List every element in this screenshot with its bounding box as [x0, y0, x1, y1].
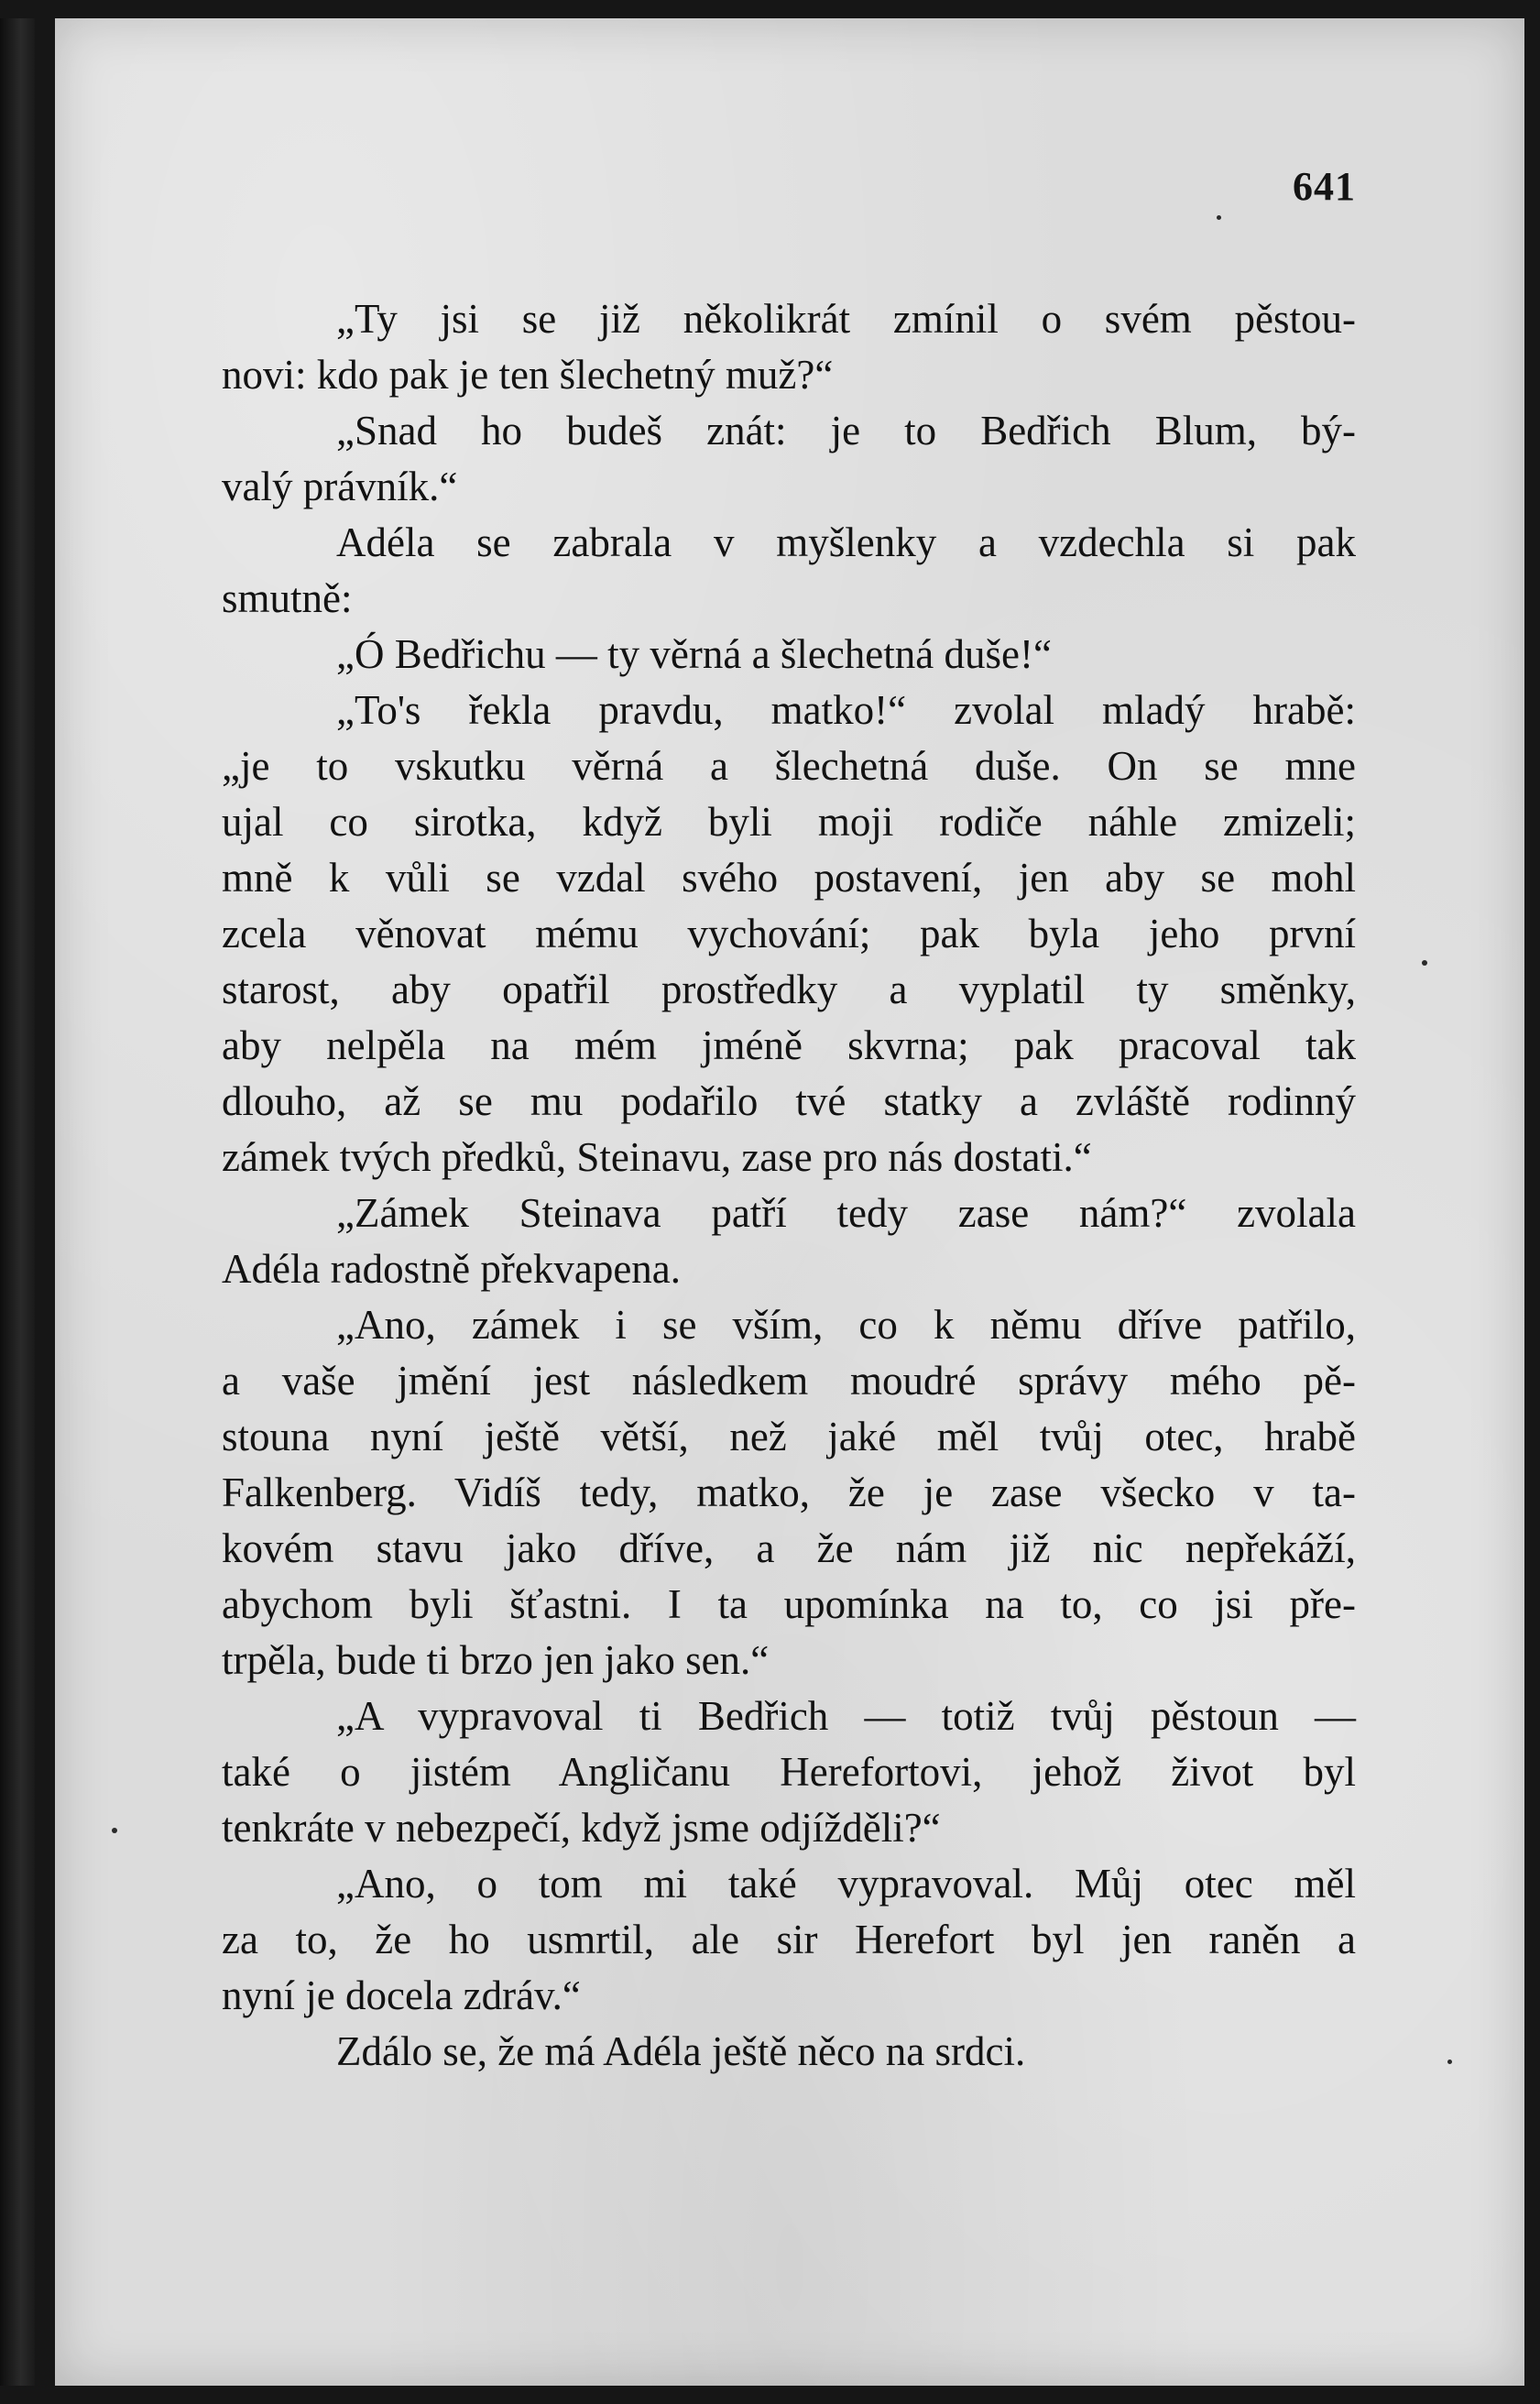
text-line: „Zámek Steinava patří tedy zase nám?“ zvolala: [336, 1190, 1356, 1236]
text-line: za to, že ho usmrtil, ale sir Herefort byl jen raněn a: [222, 1917, 1356, 1962]
book-gutter: [0, 18, 35, 2386]
text-line: novi: kdo pak je ten šlechetný muž?“: [222, 352, 834, 398]
text-line: zcela věnovat mému vychování; pak byla jeho první: [222, 911, 1356, 956]
text-line: „Ty jsi se již několikrát zmínil o svém pěstou-: [336, 296, 1356, 342]
text-line: „Snad ho budeš znát: je to Bedřich Blum, bý-: [336, 408, 1356, 453]
text-line: „Ano, o tom mi také vypravoval. Můj otec měl: [336, 1861, 1356, 1907]
text-line: Zdálo se, že má Adéla ještě něco na srdci.: [336, 2028, 1026, 2074]
text-line: aby nelpěla na mém jméně skvrna; pak pracoval tak: [222, 1022, 1356, 1068]
text-line: starost, aby opatřil prostředky a vyplatil ty směnky,: [222, 967, 1356, 1012]
paper-speck: [112, 1828, 117, 1833]
text-line: abychom byli šťastni. I ta upomínka na to, co jsi pře-: [222, 1581, 1356, 1627]
paper-speck: [1447, 2060, 1452, 2064]
text-line: tenkráte v nebezpečí, když jsme odjížděli?“: [222, 1805, 941, 1851]
text-line: Falkenberg. Vidíš tedy, matko, že je zase všecko v ta-: [222, 1470, 1356, 1515]
text-line: stouna nyní ještě větší, než jaké měl tvůj otec, hrabě: [222, 1414, 1356, 1459]
text-line: „je to vskutku věrná a šlechetná duše. On se mne: [222, 743, 1356, 789]
text-line: a vaše jmění jest následkem moudré správy mého pě-: [222, 1358, 1356, 1404]
text-line: trpěla, bude ti brzo jen jako sen.“: [222, 1637, 770, 1683]
text-line: ujal co sirotka, když byli moji rodiče náhle zmizeli;: [222, 799, 1356, 845]
paper-speck: [1422, 960, 1427, 966]
text-line: Adéla se zabrala v myšlenky a vzdechla si pak: [336, 519, 1356, 565]
text-line: zámek tvých předků, Steinavu, zase pro nás dostati.“: [222, 1134, 1092, 1180]
text-line: „A vypravoval ti Bedřich — totiž tvůj pěstoun —: [336, 1693, 1356, 1739]
text-line: „Ano, zámek i se vším, co k němu dříve patřilo,: [336, 1302, 1356, 1348]
text-line: „Ó Bedřichu — ty věrná a šlechetná duše!“: [336, 631, 1052, 677]
text-line: mně k vůli se vzdal svého postavení, jen aby se mohl: [222, 855, 1356, 901]
text-line: smutně:: [222, 575, 353, 621]
text-line: „To's řekla pravdu, matko!“ zvolal mladý hrabě:: [336, 687, 1356, 733]
page-number: 641: [1293, 164, 1356, 209]
text-line: dlouho, až se mu podařilo tvé statky a zvláště rodinný: [222, 1078, 1356, 1124]
text-line: kovém stavu jako dříve, a že nám již nic nepřekáží,: [222, 1525, 1356, 1571]
text-line: také o jistém Angličanu Herefortovi, jehož život byl: [222, 1749, 1356, 1795]
paper-speck: [1217, 215, 1221, 220]
text-line: Adéla radostně překvapena.: [222, 1246, 682, 1292]
text-line: valý právník.“: [222, 464, 458, 509]
body-text: [222, 291, 1356, 2080]
text-line: nyní je docela zdráv.“: [222, 1972, 581, 2018]
